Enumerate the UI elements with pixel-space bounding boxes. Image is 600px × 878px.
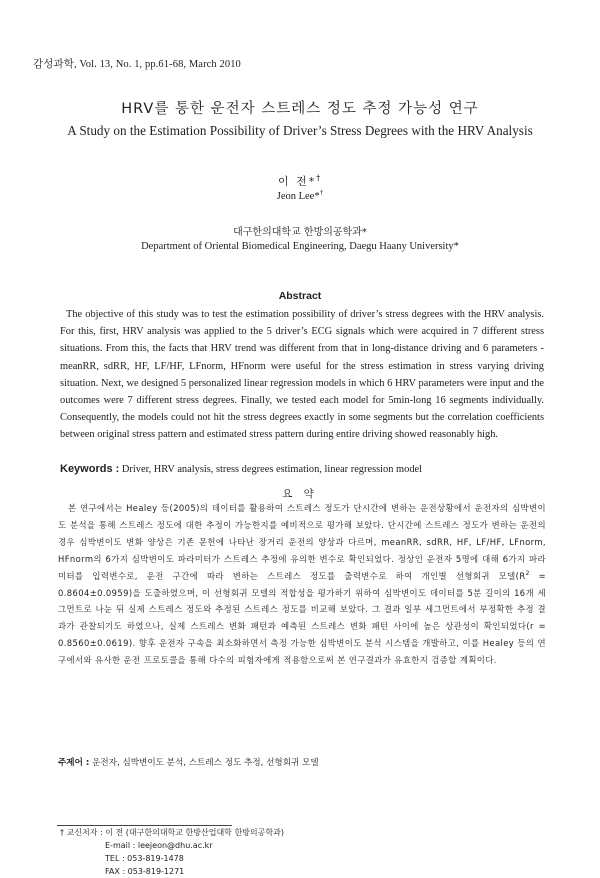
footnote-corresponding-text: 교신저자 : 이 전 (대구한의대학교 한방산업대학 한방의공학과) [66,828,284,837]
journal-citation: 감성과학, Vol. 13, No. 1, pp.61-68, March 2010 [33,59,241,70]
affiliation-korean: 대구한의대학교 한방의공학과* [233,227,367,238]
title-korean: HRV를 통한 운전자 스트레스 정도 추정 가능성 연구 [121,101,479,117]
author-english [0,187,600,202]
korean-keywords-text: 운전자, 심박변이도 분석, 스트레스 정도 추정, 선형회귀 모델 [92,758,319,768]
footnote-tel: TEL : 053-819-1478 [105,854,184,863]
author-korean [0,173,600,189]
author-english-name: Jeon Lee* [276,191,320,202]
footnote-email: E-mail : leejeon@dhu.ac.kr [105,841,213,850]
korean-abstract-body [58,500,546,669]
author-korean-name: 이 전* [277,175,317,188]
abstract-heading: Abstract [278,290,322,302]
title-english: A Study on the Estimation Possibility of Driver’s Stress Degrees with the HRV Analysis [67,123,533,138]
korean-abstract-heading: 요 약 [282,488,318,500]
keywords-text: Driver, HRV analysis, stress degrees estimation, linear regression model [121,464,423,475]
korean-keywords [58,756,546,770]
korean-abstract-part1: 본 연구에서는 Healey 등(2005)의 데이터를 활용하여 스트레스 정도가 단시간에 변하는 운전상황에서 운전자의 심박변이도 분석을 통해 스트레스 정도에 대한 추정이 가능한지를 예비적으로 평가해 보았다. 단시간에 스트레스 정도가 변하는 운전의 경우 심박변이도 변화 양상은 기존 문헌에 나타난 장거리 운전의 양상과 다르며, meanRR, sdRR, HF, LF/HF, LFnorm, HFnorm의 6가지 심박변이도 파라미터가 스트레스 추정에 유의한 변수로 확인되었다. 정상인 운전자 5명에 대해 6가지 파라미터를 입력변수로, 운전 구간에 따라 변하는 스트레스 정도를 출력변수로 하여 개인별 선형회귀 모델(R [58,503,546,581]
abstract-body: The objective of this study was to test the estimation possibility of driver’s stress degrees with the HRV analysis. For this, first, HRV analysis was applied to the 5 driver’s ECG signals which were acquired in 7 different stress situations. From this, the facts that HRV trend was different from that in long-distance driving and 6 parameters - meanRR, sdRR, HF, LF/HF, LFnorm, HFnorm were useful for the stress estimation in stress varying driving situation. Next, we designed 5 personalized linear regression models in which 6 HRV parameters were input and the outcomes were 7 different stress degrees. Finally, we tested each model for 5min-long 16 segments individually. Consequently, the models could not hit the stress degrees exactly in some segments but the correlation coefficients between original stress pattern and estimated stress pattern during entire driving showed reasonably high. [60,309,544,441]
keywords [60,461,544,478]
footnote-fax: FAX : 053-819-1271 [105,867,185,876]
corresponding-mark: † [316,173,323,183]
keywords-label: Keywords : [60,463,120,475]
corresponding-mark-en: † [319,187,324,197]
r-squared-superscript: 2 [525,570,530,577]
korean-abstract-part2: = 0.8604±0.0959)을 도출하였으며, 이 선형회귀 모델의 적합성을 평가하기 위하여 심박변이도 데이터를 5분 길이의 16개 세그먼트로 나눈 뒤 실제 스트레스 정도와 추정된 스트레스 정도를 비교해 보았다. 그 결과 일부 세그먼트에서 부정확한 추정 결과가 관찰되기도 하였으나, 실제 스트레스 변화 패턴과 예측된 스트레스 변화 패턴 사이에 높은 상관성이 확인되었다(r = 0.8560±0.0619). 향후 운전자 구속을 최소화하면서 측정 가능한 심박변이도 분석 시스템을 개발하고, 이를 Healey 등의 연구에서와 유사한 운전 프로토콜을 통해 다수의 피험자에게 적용함으로써 본 연구결과가 유효한지 검증할 계획이다. [58,570,546,666]
footnote-mark: † [60,828,64,837]
korean-keywords-label: 주제어 : [58,758,90,768]
footnote [60,826,284,878]
footnote-corresponding [60,826,284,839]
affiliation-english: Department of Oriental Biomedical Engineering, Daegu Haany University* [141,241,459,252]
